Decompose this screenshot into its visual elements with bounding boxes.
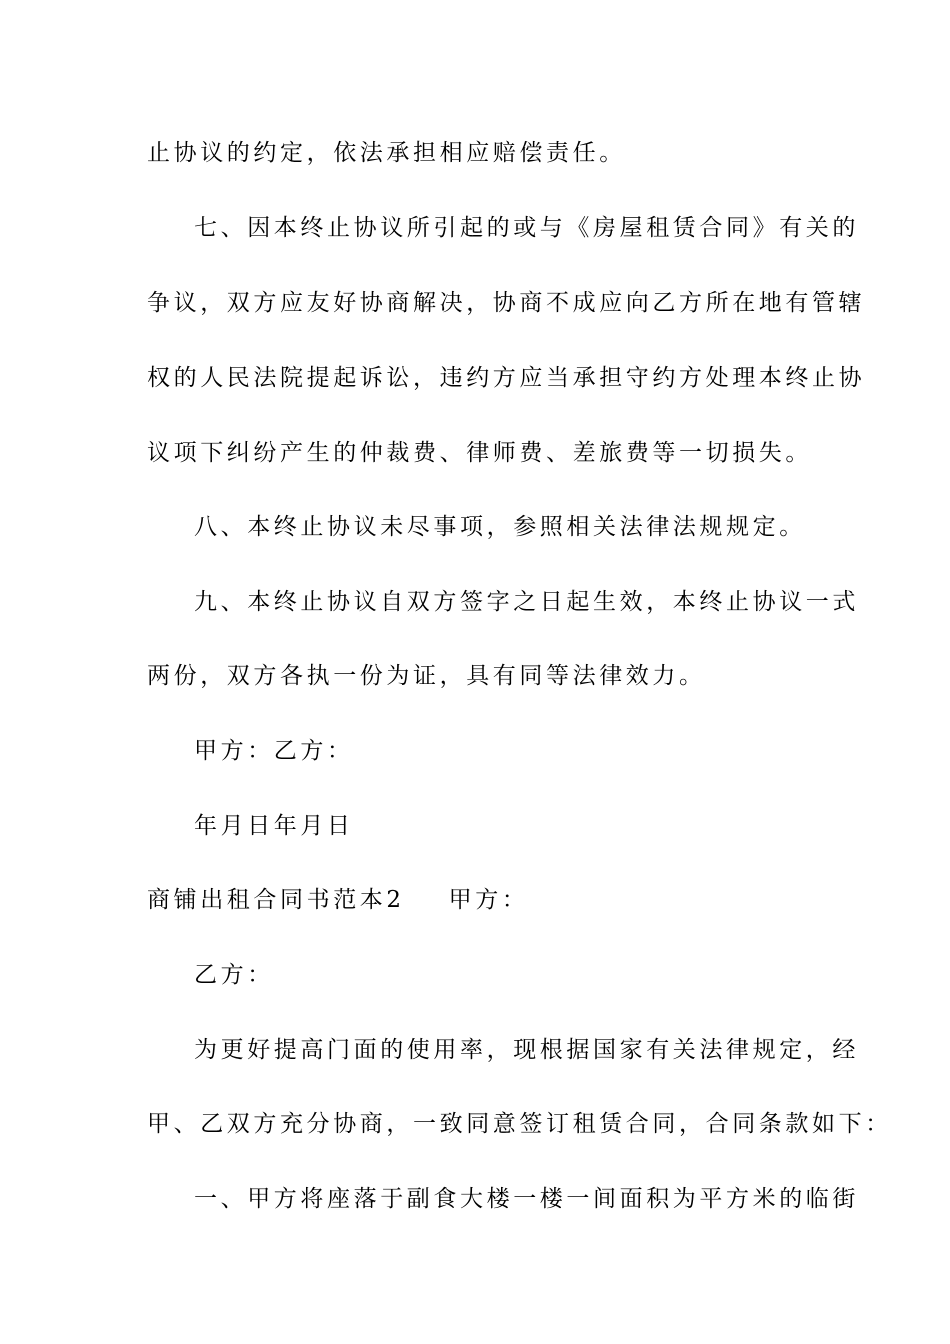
preamble-line-2: 甲、乙双方充分协商，一致同意签订租赁合同，合同条款如下： bbox=[147, 1111, 892, 1137]
clause-8-line: 八、本终止协议未尽事项，参照相关法律法规规定。 bbox=[194, 514, 806, 540]
clause-1-line-1: 一、甲方将座落于副食大楼一楼一间面积为平方米的临街 bbox=[194, 1186, 859, 1212]
clause-7-line-2: 争议，双方应友好协商解决，协商不成应向乙方所在地有管辖 bbox=[147, 290, 866, 316]
clause-7-line-3: 权的人民法院提起诉讼，违约方应当承担守约方处理本终止协 bbox=[147, 365, 866, 391]
party-b-label: 乙方： bbox=[194, 962, 274, 988]
signature-parties-line: 甲方：乙方： bbox=[194, 738, 354, 764]
clause-7-line-4: 议项下纠纷产生的仲裁费、律师费、差旅费等一切损失。 bbox=[147, 440, 812, 466]
text-line-1: 止协议的约定，依法承担相应赔偿责任。 bbox=[147, 140, 626, 166]
clause-7-line-1: 七、因本终止协议所引起的或与《房屋租赁合同》有关的 bbox=[194, 215, 859, 241]
signature-dates-line: 年月日年月日 bbox=[194, 813, 354, 839]
clause-9-line-1: 九、本终止协议自双方签字之日起生效，本终止协议一式 bbox=[194, 589, 859, 615]
clause-9-line-2: 两份，双方各执一份为证，具有同等法律效力。 bbox=[147, 663, 706, 689]
party-a-label: 甲方： bbox=[448, 887, 529, 913]
contract-title-line bbox=[147, 885, 807, 915]
preamble-line-1: 为更好提高门面的使用率，现根据国家有关法律规定，经 bbox=[194, 1037, 859, 1063]
contract-title: 商铺出租合同书范本2 bbox=[147, 887, 405, 913]
